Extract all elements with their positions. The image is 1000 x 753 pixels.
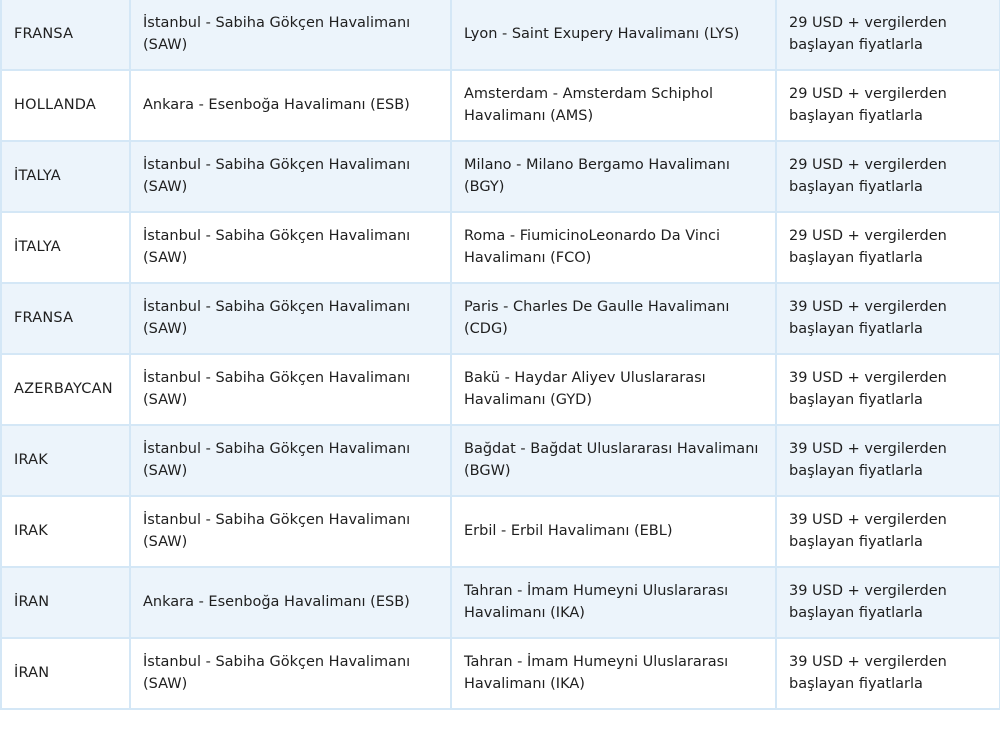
country-cell: FRANSA [1, 0, 130, 70]
arrival-airport-cell: Lyon - Saint Exupery Havalimanı (LYS) [451, 0, 776, 70]
price-cell: 39 USD + vergilerden başlayan fiyatlarla [776, 425, 1000, 496]
arrival-airport-cell: Bakü - Haydar Aliyev Uluslararası Havalimanı (GYD) [451, 354, 776, 425]
table-row [1, 567, 1000, 638]
country-cell: FRANSA [1, 283, 130, 354]
departure-airport-cell: İstanbul - Sabiha Gökçen Havalimanı (SAW) [130, 496, 451, 567]
table-row [1, 0, 1000, 70]
country-cell: HOLLANDA [1, 70, 130, 141]
country-cell: IRAK [1, 496, 130, 567]
departure-airport-cell: İstanbul - Sabiha Gökçen Havalimanı (SAW) [130, 638, 451, 709]
arrival-airport-cell: Erbil - Erbil Havalimanı (EBL) [451, 496, 776, 567]
price-cell: 39 USD + vergilerden başlayan fiyatlarla [776, 354, 1000, 425]
price-cell: 29 USD + vergilerden başlayan fiyatlarla [776, 141, 1000, 212]
country-cell: İTALYA [1, 212, 130, 283]
price-cell: 29 USD + vergilerden başlayan fiyatlarla [776, 0, 1000, 70]
departure-airport-cell: İstanbul - Sabiha Gökçen Havalimanı (SAW) [130, 354, 451, 425]
departure-airport-cell: İstanbul - Sabiha Gökçen Havalimanı (SAW) [130, 212, 451, 283]
table-row [1, 638, 1000, 709]
arrival-airport-cell: Tahran - İmam Humeyni Uluslararası Havalimanı (IKA) [451, 638, 776, 709]
arrival-airport-cell: Milano - Milano Bergamo Havalimanı (BGY) [451, 141, 776, 212]
table-row [1, 141, 1000, 212]
country-cell: AZERBAYCAN [1, 354, 130, 425]
arrival-airport-cell: Roma - FiumicinoLeonardo Da Vinci Havalimanı (FCO) [451, 212, 776, 283]
table-row [1, 212, 1000, 283]
arrival-airport-cell: Bağdat - Bağdat Uluslararası Havalimanı (BGW) [451, 425, 776, 496]
table-row [1, 425, 1000, 496]
table-row [1, 496, 1000, 567]
price-cell: 39 USD + vergilerden başlayan fiyatlarla [776, 567, 1000, 638]
price-cell: 39 USD + vergilerden başlayan fiyatlarla [776, 638, 1000, 709]
departure-airport-cell: İstanbul - Sabiha Gökçen Havalimanı (SAW) [130, 283, 451, 354]
price-cell: 39 USD + vergilerden başlayan fiyatlarla [776, 496, 1000, 567]
price-cell: 29 USD + vergilerden başlayan fiyatlarla [776, 212, 1000, 283]
departure-airport-cell: İstanbul - Sabiha Gökçen Havalimanı (SAW) [130, 425, 451, 496]
departure-airport-cell: İstanbul - Sabiha Gökçen Havalimanı (SAW) [130, 141, 451, 212]
arrival-airport-cell: Paris - Charles De Gaulle Havalimanı (CDG) [451, 283, 776, 354]
arrival-airport-cell: Tahran - İmam Humeyni Uluslararası Havalimanı (IKA) [451, 567, 776, 638]
departure-airport-cell: İstanbul - Sabiha Gökçen Havalimanı (SAW) [130, 0, 451, 70]
departure-airport-cell: Ankara - Esenboğa Havalimanı (ESB) [130, 70, 451, 141]
country-cell: IRAK [1, 425, 130, 496]
departure-airport-cell: Ankara - Esenboğa Havalimanı (ESB) [130, 567, 451, 638]
country-cell: İRAN [1, 638, 130, 709]
price-cell: 29 USD + vergilerden başlayan fiyatlarla [776, 70, 1000, 141]
table-row [1, 70, 1000, 141]
table-row [1, 283, 1000, 354]
country-cell: İRAN [1, 567, 130, 638]
price-cell: 39 USD + vergilerden başlayan fiyatlarla [776, 283, 1000, 354]
table-body [1, 0, 1000, 709]
table-row [1, 354, 1000, 425]
country-cell: İTALYA [1, 141, 130, 212]
arrival-airport-cell: Amsterdam - Amsterdam Schiphol Havalimanı (AMS) [451, 70, 776, 141]
